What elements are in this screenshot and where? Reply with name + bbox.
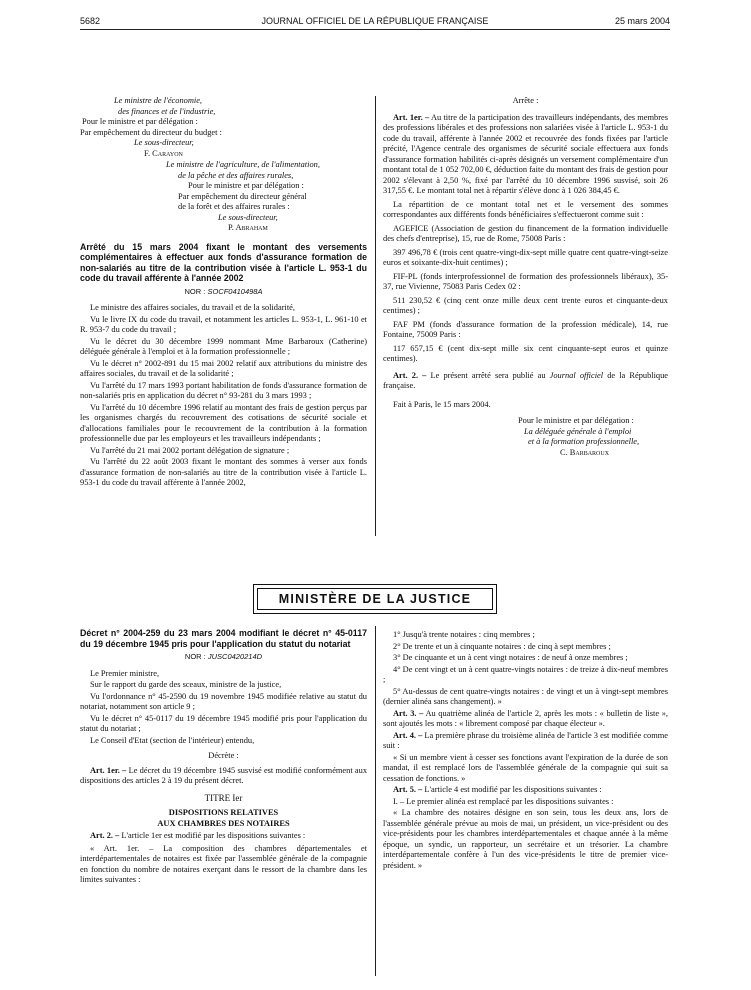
signatory-name: C. Barbaroux	[560, 447, 610, 457]
paragraph: I. – Le premier alinéa est remplacé par les dispositions suivantes :	[393, 796, 614, 806]
paragraph: Le ministre des affaires sociales, du travail et de la solidarité,	[90, 303, 295, 312]
signatory-title: et à la formation professionnelle,	[528, 437, 640, 446]
signature-line: Par empêchement du directeur du budget :	[80, 127, 222, 137]
signatory-title: La déléguée générale à l'emploi	[524, 426, 632, 436]
signature-block-delegate	[518, 416, 668, 458]
article-text: Le décret du 19 décembre 1945 susvisé est modifié conformément aux dispositions des articles 2 à 19 du présent décret.	[80, 765, 368, 785]
paragraph: FAF PM (fonds d'assurance formation de la profession médicale), 14, rue Fontaine, 75009 Paris :	[383, 319, 668, 339]
paragraph: 511 230,52 € (cinq cent onze mille deux cent trente euros et cinquante-deux centimes) ;	[383, 295, 668, 315]
paragraph: Le Conseil d'Etat (section de l'intérieur) entendu,	[90, 735, 255, 745]
paragraph: Le Premier ministre,	[90, 668, 160, 678]
signature-line: Pour le ministre et par délégation :	[188, 181, 304, 190]
title-heading: TITRE Ier	[204, 792, 243, 803]
list-item: 1° Jusqu'à trente notaires : cinq membres ;	[393, 630, 535, 639]
section-heading: AUX CHAMBRES DES NOTAIRES	[157, 818, 290, 828]
article-1	[383, 113, 668, 197]
decret-title: Décret n° 2004-259 du 23 mars 2004 modifiant le décret n° 45-0117 du 19 décembre 1945 pris pour l'application du statut du notariat	[80, 628, 367, 649]
arrete-title: Arrêté du 15 mars 2004 fixant le montant des versements complémentaires à effectuer aux fonds d'assurance formation de non-salariés au titre de la contribution visée à l'article L. 953-1 du code du travail afférente à l'année 2002	[80, 241, 367, 283]
article-text: L'article 1er est modifié par les dispositions suivantes :	[121, 831, 306, 840]
article-text: L'article 4 est modifié par les dispositions suivantes :	[424, 785, 602, 794]
paragraph: Sur le rapport du garde des sceaux, ministre de la justice,	[90, 680, 282, 689]
arrete-label: Arrête :	[512, 96, 539, 105]
section-rule	[80, 622, 670, 623]
signature-line: Par empêchement du directeur général	[178, 191, 307, 201]
decrete-label: Décrète :	[208, 751, 239, 760]
paragraph: Vu le décret n° 45-0117 du 19 décembre 1945 modifié pris pour l'application du statut du notariat ;	[80, 713, 367, 733]
issue-date: 25 mars 2004	[614, 16, 670, 26]
article-text: de la République française.	[383, 370, 669, 390]
paragraph: FIF-PL (fonds interprofessionnel de formation des professionnels libéraux), 35-37, rue Vivienne, 75083 Paris Cedex 02 :	[383, 271, 668, 291]
article-label: Art. 3. –	[393, 708, 424, 718]
quoted-text: « Si un membre vient à cesser ses fonctions avant l'expiration de la durée de son mandat, il est remplacé lors de l'assemblée générale de la compagnie qui suit sa cessation de fonctions. »	[383, 752, 668, 783]
quoted-text: « La chambre des notaires désigne en son sein, tous les deux ans, lors de l'assemblée générale prévue au mois de mai, un président, un vice-président ou des vice-présidents pour les chambres interdépartementales et chaque année à la même époque, un syndic, un rapporteur, un secrétaire et un trésorier. La chambre interdépartementale confère à l'un des vice-présidents le titre de premier vice-président. »	[383, 808, 668, 870]
article-1	[80, 766, 367, 787]
signatory-name: F. Carayon	[144, 148, 183, 158]
signature-line: Pour le ministre et par délégation :	[518, 416, 634, 425]
signature-block-agriculture	[166, 160, 367, 234]
paragraph: Vu le livre IX du code du travail, et notamment les articles L. 953-1, L. 961-10 et R. 953-7 du code du travail ;	[80, 314, 367, 334]
paragraph: Vu l'arrêté du 17 mars 1993 portant habilitation de fonds d'assurance formation de non-salariés pris en application du décret n° 93-281 du 3 mars 1993 ;	[80, 380, 367, 400]
signature-line: Le sous-directeur,	[134, 138, 194, 147]
nor-label: NOR :	[184, 286, 206, 296]
left-column-top	[80, 96, 367, 490]
paragraph: Vu l'ordonnance n° 45-2590 du 19 novembre 1945 modifiée relative au statut du notariat, notamment son article 9 ;	[80, 691, 367, 711]
signature-line: de la forêt et des affaires rurales :	[178, 202, 290, 211]
left-column-bottom	[80, 628, 367, 887]
paragraph: Vu le décret n° 2002-891 du 15 mai 2002 relatif aux attributions du ministre des affaires sociales, du travail et de la solidarité ;	[80, 358, 367, 378]
journal-name: Journal officiel	[549, 370, 604, 380]
article-text: Au titre de la participation des travailleurs indépendants, des membres des professions libérales et des professions non salariées visée à l'article L. 953-1 du code du travail, afférente à l'année 2002 et recouvrée des fonds fixées par l'article précité, l'Agence centrale des organismes de sécurité sociale effectuera aux fonds d'assurance formation habilités ci-après désignés un versement complémentaire d'un montant total de 1 052 702,00 €, déduction faite du montant des frais de gestion pour 2002 s'élevant à 2,50 %, fixé par l'arrêté du 10 décembre 1996 susvisé, soit 26 317,55 €. Le montant total net à répartir s'élève donc à 1 026 384,45 €.	[383, 112, 668, 195]
list-item: 4° De cent vingt et un à cent quatre-vingts notaires : de treize à dix-neuf membres ;	[383, 664, 668, 684]
article-label: Art. 2. –	[90, 831, 120, 840]
column-divider	[375, 626, 376, 976]
paragraph: 117 657,15 € (cent dix-sept mille six cent cinquante-sept euros et quinze centimes).	[383, 343, 668, 363]
right-column-bottom	[383, 630, 668, 872]
quoted-article: « Art. 1er. – La composition des chambres départementales et interdépartementales de notaires est fixée par l'assemblée générale de la compagnie en fonction du nombre de notaires exerçant dans le ressort de la chambre dans les limites suivantes :	[80, 843, 367, 884]
article-label: Art. 2. –	[393, 370, 427, 380]
nor-reference	[80, 652, 367, 663]
list-item: 5° Au-dessus de cent quatre-vingts notaires : de vingt et un à vingt-sept membres (dernier alinéa sans changement). »	[383, 686, 668, 706]
signature-line: Pour le ministre et par délégation :	[82, 117, 198, 126]
paragraph: Vu l'arrêté du 22 août 2003 fixant le montant des sommes à verser aux fonds d'assurance formation de non-salariés au titre de la contribution visée à l'article L. 953-1 du code du travail afférente à l'année 2002,	[80, 457, 367, 487]
article-text: Le présent arrêté sera publié au	[430, 370, 546, 380]
article-2	[80, 831, 367, 842]
signature-block-economy	[80, 96, 367, 159]
nor-reference	[80, 287, 367, 298]
right-column-top	[383, 96, 668, 458]
column-divider	[375, 96, 376, 536]
journal-title: JOURNAL OFFICIEL DE LA RÉPUBLIQUE FRANÇAISE	[261, 16, 489, 26]
signature-date: Fait à Paris, le 15 mars 2004.	[393, 399, 491, 409]
signatory-name: P. Abraham	[228, 223, 268, 232]
article-text: La première phrase du troisième alinéa de l'article 3 est modifiée comme suit :	[383, 730, 668, 750]
article-4	[383, 731, 668, 752]
section-heading: DISPOSITIONS RELATIVES	[168, 808, 279, 817]
signatory-title: Le ministre de l'économie,	[114, 96, 203, 105]
list-item: 3° De cinquante et un à cent vingt notaires : de neuf à onze membres ;	[393, 653, 628, 662]
paragraph: Vu l'arrêté du 10 décembre 1996 relatif au montant des frais de gestion perçus par les organismes chargés du recouvrement des cotisations de sécurité sociale et d'allocations familiales pour le recouvrement de la contribution à la formation professionnelle due par les employeurs et les travailleurs indépendants ;	[80, 402, 367, 443]
nor-code: SOCF0410498A	[207, 286, 263, 296]
paragraph: AGEFICE (Association de gestion du financement de la formation individuelle des chefs d'entreprise), 15, rue de Rome, 75008 Paris :	[383, 223, 668, 243]
nor-code: JUSC0420214D	[207, 652, 263, 661]
article-5	[383, 785, 668, 796]
signature-line: Le sous-directeur,	[218, 212, 278, 222]
signatory-title: Le ministre de l'agriculture, de l'alimentation,	[166, 160, 320, 169]
ministry-heading-label: MINISTÈRE DE LA JUSTICE	[257, 588, 493, 610]
article-label: Art. 4. –	[393, 730, 423, 740]
ministry-heading	[253, 584, 497, 614]
list-item: 2° De trente et un à cinquante notaires : de cinq à sept membres ;	[393, 641, 611, 651]
article-text: Au quatrième alinéa de l'article 2, après les mots : « bulletin de liste », sont ajoutés les mots : « librement composé par chaque électeur ».	[383, 708, 668, 728]
article-label: Art. 1er. –	[393, 112, 430, 122]
paragraph: Vu l'arrêté du 21 mai 2002 portant délégation de signature ;	[90, 445, 290, 455]
page-header	[80, 13, 670, 30]
article-label: Art. 1er. –	[90, 765, 127, 775]
paragraph: Vu le décret du 30 décembre 1999 nommant Mme Barbaroux (Catherine) déléguée générale à l'emploi et à la formation professionnelle ;	[80, 336, 367, 356]
article-3	[383, 709, 668, 730]
nor-label: NOR :	[184, 652, 206, 661]
article-label: Art. 5. –	[393, 785, 423, 794]
signatory-title: des finances et de l'industrie,	[118, 106, 216, 116]
signatory-title: de la pêche et des affaires rurales,	[178, 170, 294, 180]
article-2	[383, 371, 668, 392]
paragraph: La répartition de ce montant total net et le versement des sommes correspondantes aux différents fonds bénéficiaires s'effectueront comme suit :	[383, 199, 668, 219]
page-number: 5682	[80, 16, 101, 26]
paragraph: 397 496,78 € (trois cent quatre-vingt-dix-sept mille quatre cent quatre-vingt-seize euros et soixante-dix-huit centimes) ;	[383, 247, 668, 267]
